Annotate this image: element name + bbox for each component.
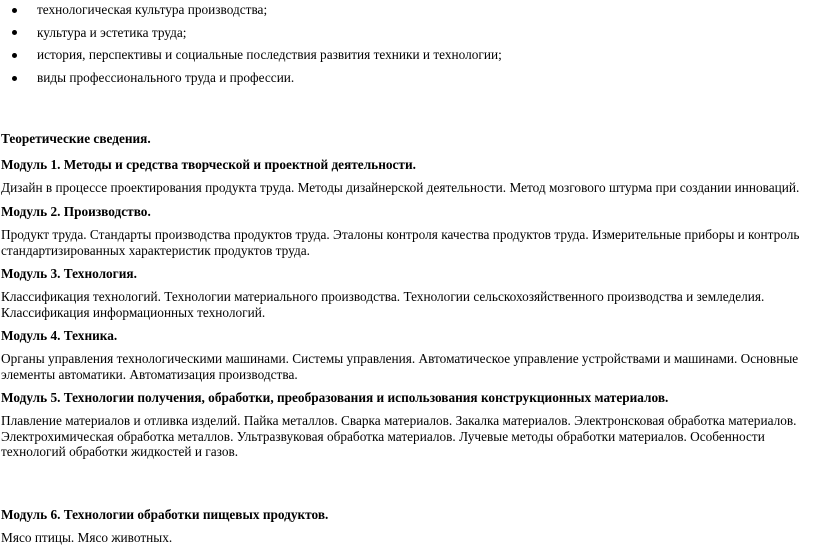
theory-heading: Теоретические сведения. (1, 131, 151, 146)
bullet-item (0, 2, 816, 18)
module-4-text: Органы управления технологическими машинами. Системы управления. Автоматическое управление устройствами и машинами. Основные элементы автоматики. Автоматизация производства. (1, 351, 799, 382)
module-2-title: Модуль 2. Производство. (1, 204, 151, 219)
bullet-item (0, 47, 816, 63)
bullet-text: культура и эстетика труда; (37, 24, 187, 40)
bullet-dot-icon (12, 76, 17, 81)
module-3-text: Классификация технологий. Технологии материального производства. Технологии сельскохозяйственного производства и земледелия. Классификация информационных технологий. (1, 289, 765, 320)
module-4-title: Модуль 4. Техника. (1, 328, 118, 343)
bullet-item (0, 70, 816, 86)
module-5-text: Плавление материалов и отливка изделий. Пайка металлов. Сварка материалов. Закалка материалов. Электронсковая обработка материалов. Электрохимическая обработка металлов. Ультразвуковая обработка материалов. Лучевые методы обработки материалов. Особенности технологий обработки жидкостей и газов. (1, 413, 797, 459)
module-3-title: Модуль 3. Технология. (1, 266, 137, 281)
bullet-text: история, перспективы и социальные последствия развития техники и технологии; (37, 47, 502, 63)
module-6-title: Модуль 6. Технологии обработки пищевых продуктов. (1, 507, 329, 522)
bullet-dot-icon (12, 30, 17, 35)
bullet-text: виды профессионального труда и профессии. (37, 70, 295, 86)
bullet-dot-icon (12, 53, 17, 58)
module-1-text: Дизайн в процессе проектирования продукта труда. Методы дизайнерской деятельности. Метод мозгового штурма при создании инноваций. (1, 180, 800, 195)
module-6-text: Мясо птицы. Мясо животных. (1, 530, 173, 545)
bullet-dot-icon (12, 8, 17, 13)
bullet-item (0, 25, 816, 41)
module-2-text: Продукт труда. Стандарты производства продуктов труда. Эталоны контроля качества продуктов труда. Измерительные приборы и контроль стандартизированных характеристик продуктов труда. (1, 227, 800, 258)
topic-bullet-list (0, 0, 816, 93)
module-5-title: Модуль 5. Технологии получения, обработки, преобразования и использования конструкционных материалов. (1, 390, 669, 405)
module-1-title: Модуль 1. Методы и средства творческой и проектной деятельности. (1, 157, 416, 172)
bullet-text: технологическая культура производства; (37, 2, 268, 17)
